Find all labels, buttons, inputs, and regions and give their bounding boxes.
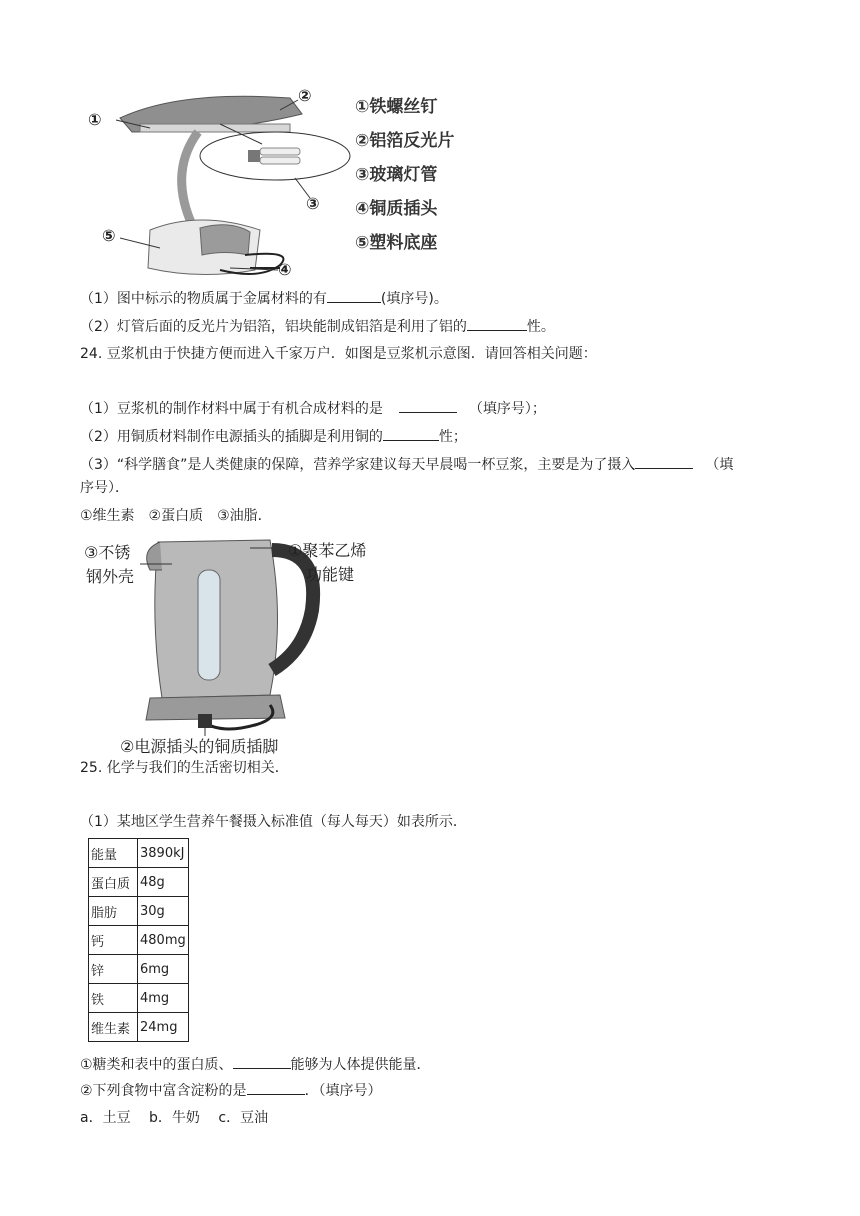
kettle-label-3: ③不锈 — [84, 543, 131, 562]
q24-options: ①维生素 ②蛋白质 ③油脂． — [80, 508, 272, 524]
answer-blank[interactable] — [399, 398, 457, 413]
lamp-marker-3: ③ — [306, 194, 320, 213]
q25-item1: ①糖类和表中的蛋白质、 能够为人体提供能量． — [80, 1054, 431, 1075]
q25-stem: 25. 化学与我们的生活密切相关． — [80, 760, 289, 776]
q25-sub1: （1）某地区学生营养午餐摄入标准值（每人每天）如表所示． — [80, 814, 467, 830]
table-row: 能量 3890kJ — [89, 839, 189, 868]
table-row: 蛋白质 48g — [89, 868, 189, 897]
legend-item-5: ⑤塑料底座 — [355, 233, 438, 253]
answer-blank[interactable] — [327, 288, 381, 303]
answer-blank[interactable] — [383, 426, 439, 441]
q23-sub2: （2）灯管后面的反光片为铝箔，铝块能制成铝箔是利用了铝的 性。 — [80, 316, 555, 337]
answer-blank[interactable] — [467, 316, 527, 331]
q24-sub3-cont: 序号）． — [80, 480, 129, 496]
q24-stem: 24. 豆浆机由于快捷方便而进入千家万户．如图是豆浆机示意图．请回答相关问题： — [80, 346, 597, 362]
answer-blank[interactable] — [233, 1054, 291, 1069]
kettle-label-3b: 钢外壳 — [86, 567, 135, 586]
table-row: 钙 480mg — [89, 926, 189, 955]
q24-sub3: （3）“科学膳食”是人类健康的保障，营养学家建议每天早晨喝一杯豆浆，主要是为了摄入 （填 — [80, 454, 733, 475]
table-row: 维生素 24mg — [89, 1013, 189, 1042]
answer-blank[interactable] — [247, 1080, 305, 1095]
legend-item-1: ①铁螺丝钉 — [355, 97, 438, 117]
kettle-label-2: ②电源插头的铜质插脚 — [120, 737, 279, 756]
lamp-marker-5: ⑤ — [102, 226, 116, 245]
kettle-figure — [80, 530, 380, 760]
legend-item-2: ②铝箔反光片 — [355, 131, 455, 151]
legend-item-3: ③玻璃灯管 — [355, 165, 438, 185]
lamp-marker-4: ④ — [278, 260, 292, 279]
answer-blank[interactable] — [635, 454, 693, 469]
lamp-marker-1: ① — [88, 110, 102, 129]
kettle-label-1b: 功能键 — [306, 565, 355, 584]
table-row: 锌 6mg — [89, 955, 189, 984]
legend-item-4: ④铜质插头 — [355, 199, 438, 219]
q25-item2: ②下列食物中富含淀粉的是 ．（填序号） — [80, 1080, 382, 1101]
nutrition-table — [88, 838, 189, 1042]
q23-sub1: （1）图中标示的物质属于金属材料的有 (填序号)。 — [80, 288, 448, 309]
q25-choices: a．土豆 b．牛奶 c．豆油 — [80, 1110, 269, 1126]
table-row: 铁 4mg — [89, 984, 189, 1013]
q24-sub2: （2）用铜质材料制作电源插头的插脚是利用铜的 性； — [80, 426, 467, 447]
q24-sub1: （1）豆浆机的制作材料中属于有机合成材料的是 （填序号）； — [80, 398, 546, 419]
table-row: 脂肪 30g — [89, 897, 189, 926]
lamp-marker-2: ② — [298, 86, 312, 105]
kettle-label-1: ①聚苯乙烯 — [288, 541, 367, 560]
